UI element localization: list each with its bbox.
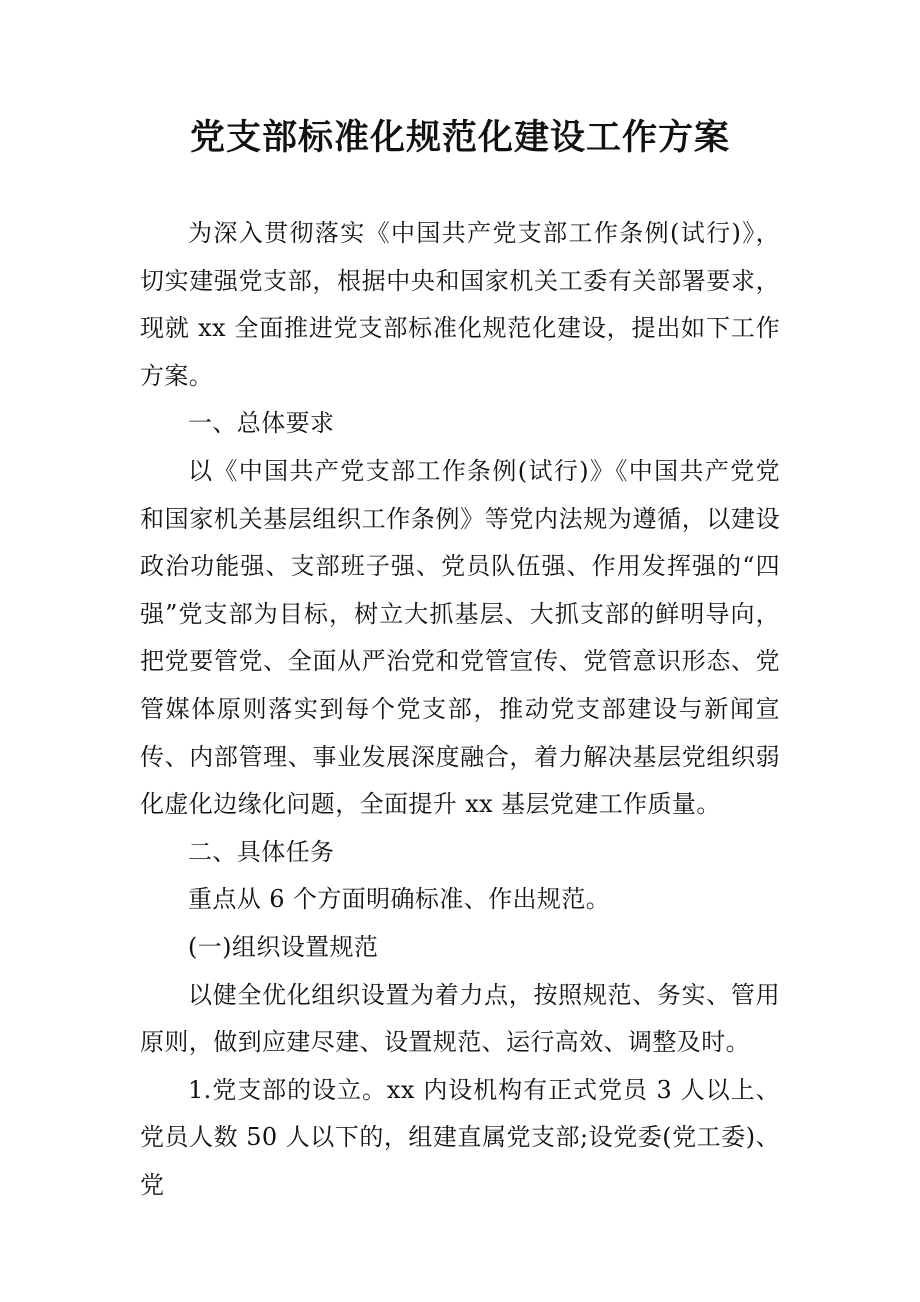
paragraph-organization-setting: 以健全优化组织设置为着力点，按照规范、务实、管用原则，做到应建尽建、设置规范、运行高效、调整及时。 — [140, 980, 780, 1057]
paragraph-six-aspects: 重点从 6 个方面明确标准、作出规范。 — [188, 885, 611, 914]
paragraph-intro: 为深入贯彻落实《中国共产党支部工作条例(试行)》，切实建强党支部，根据中央和国家机关工委有关部署要求，现就 xx 全面推进党支部标准化规范化建设，提出如下工作方案。 — [140, 219, 780, 390]
heading-specific-tasks: 二、具体任务 — [188, 837, 335, 866]
document-title: 党支部标准化规范化建设工作方案 — [189, 117, 730, 158]
heading-general-requirements: 一、总体要求 — [188, 409, 335, 438]
heading-organization-setting: (一)组织设置规范 — [188, 932, 379, 961]
paragraph-general-requirements: 以《中国共产党支部工作条例(试行)》《中国共产党党和国家机关基层组织工作条例》等党内法规为遵循，以建设政治功能强、支部班子强、党员队伍强、作用发挥强的“四强”党支部为目标，树立大抓基层、大抓支部的鲜明导向，把党要管党、全面从严治党和党管宣传、党管意识形态、党管媒体原则落实到每个党支部，推动党支部建设与新闻宣传、内部管理、事业发展深度融合，着力解决基层党组织弱化虚化边缘化问题，全面提升 xx 基层党建工作质量。 — [140, 456, 780, 819]
document-body — [140, 210, 780, 1209]
paragraph-branch-establishment: 1.党支部的设立。xx 内设机构有正式党员 3 人以上、党员人数 50 人以下的，组建直属党支部;设党委(党工委)、党 — [140, 1075, 780, 1199]
